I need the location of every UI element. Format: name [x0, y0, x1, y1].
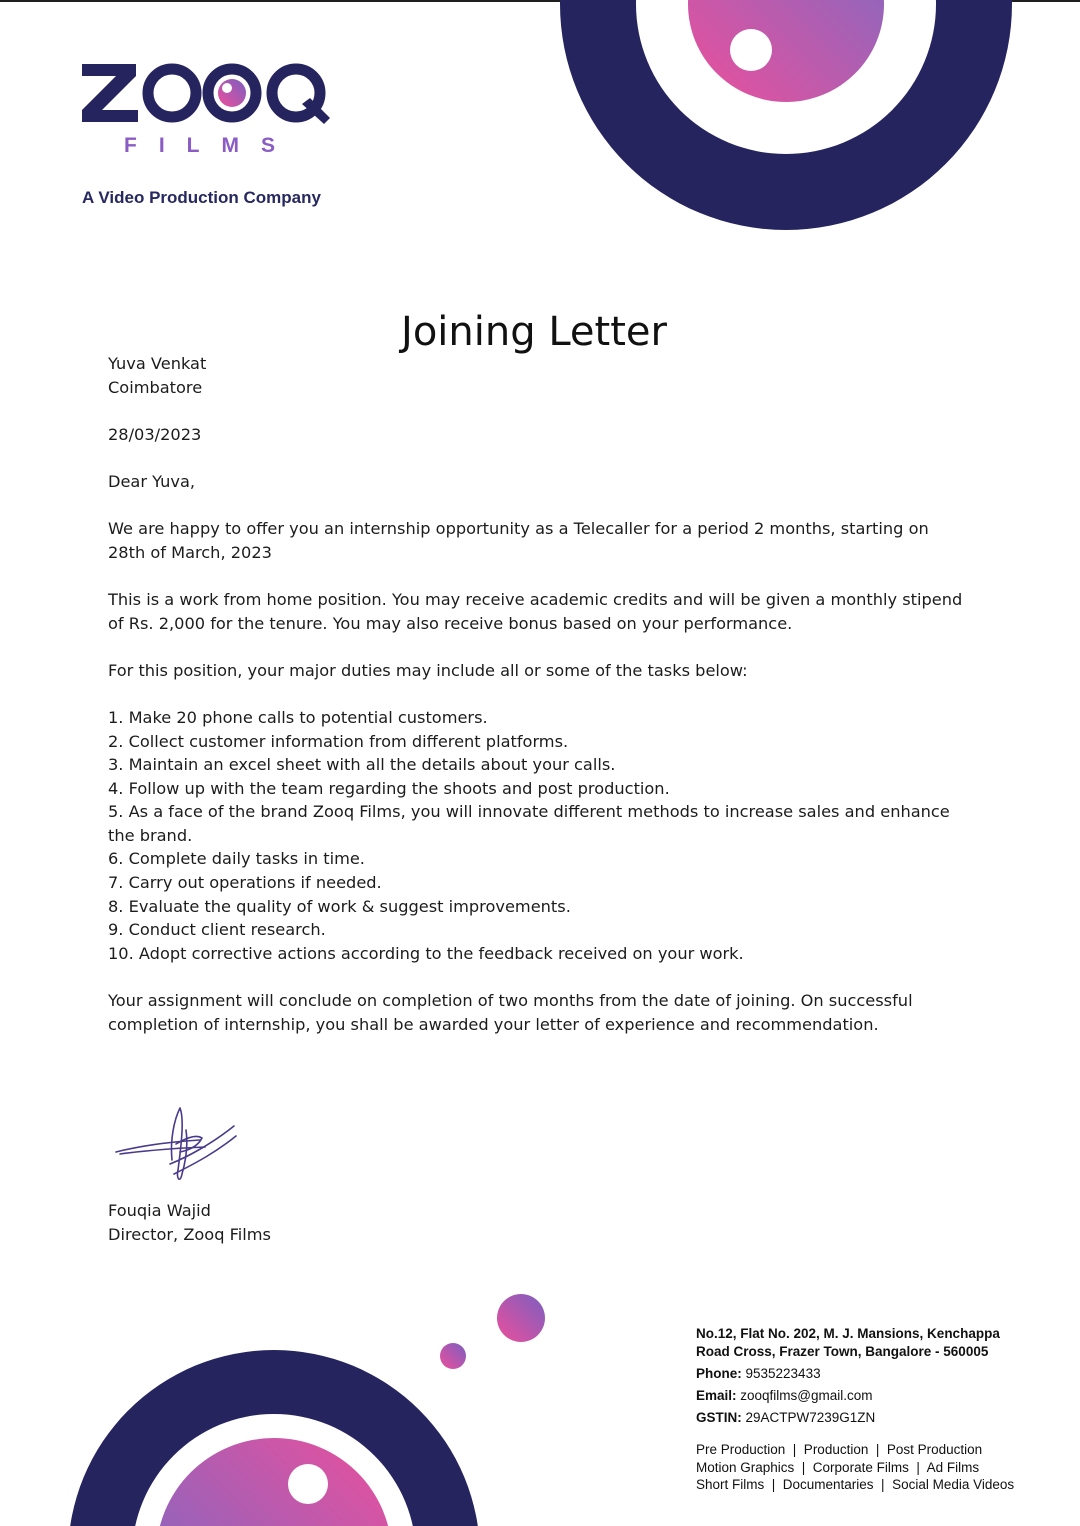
- contact-block: [696, 1325, 1066, 1494]
- phone-label: Phone:: [696, 1366, 742, 1381]
- recipient-name: Yuva Venkat: [108, 354, 207, 373]
- services-line: Motion Graphics | Corporate Films | Ad Films: [696, 1459, 980, 1475]
- duties-intro: For this position, your major duties may include all or some of the tasks below:: [108, 660, 748, 680]
- gstin-row: [696, 1409, 1066, 1427]
- handwritten-signature: [110, 1100, 250, 1190]
- email-label: Email:: [696, 1388, 737, 1403]
- address-line-1: No.12, Flat No. 202, M. J. Mansions, Kenchappa: [696, 1326, 1000, 1341]
- decorative-ring-bottom: [0, 1280, 580, 1526]
- conclusion-paragraph-line-1: Your assignment will conclude on completion of two months from the date of joining. On successful: [108, 991, 913, 1011]
- signatory-title: Director, Zooq Films: [108, 1224, 271, 1244]
- services-line: Pre Production | Production | Post Production: [696, 1442, 983, 1457]
- letter-body: [108, 352, 978, 1036]
- company-tagline: A Video Production Company: [82, 188, 321, 207]
- duty-item: 9. Conduct client research.: [108, 920, 326, 940]
- letter-date: 28/03/2023: [108, 424, 202, 444]
- phone-value: 9535223433: [741, 1366, 821, 1381]
- page-title: Joining Letter: [401, 308, 667, 355]
- duty-item-continued: the brand.: [108, 825, 193, 845]
- services-line: Short Films | Documentaries | Social Media Videos: [696, 1477, 1015, 1493]
- duty-item: 6. Complete daily tasks in time.: [108, 849, 365, 869]
- signatory-block: [108, 1199, 271, 1246]
- duty-item: 8. Evaluate the quality of work & suggest improvements.: [108, 896, 571, 916]
- email-row: [696, 1387, 1066, 1405]
- phone-row: [696, 1365, 1066, 1383]
- offer-paragraph-line-1: We are happy to offer you an internship opportunity as a Telecaller for a period 2 months, starting on: [108, 519, 929, 539]
- zooq-logo: [80, 58, 340, 130]
- signatory-name: Fouqia Wajid: [108, 1201, 211, 1220]
- logo-films-text: FILMS: [124, 134, 297, 157]
- recipient-city: Coimbatore: [108, 377, 203, 397]
- salutation: Dear Yuva,: [108, 471, 196, 491]
- conclusion-paragraph-line-2: completion of internship, you shall be awarded your letter of experience and recommendation.: [108, 1014, 879, 1034]
- gstin-value: 29ACTPW7239G1ZN: [741, 1410, 876, 1425]
- stipend-paragraph-line-1: This is a work from home position. You may receive academic credits and will be given a monthly stipend: [108, 589, 963, 609]
- duty-item: 10. Adopt corrective actions according to the feedback received on your work.: [108, 943, 744, 963]
- gstin-label: GSTIN:: [696, 1410, 742, 1425]
- duty-item: 2. Collect customer information from different platforms.: [108, 731, 569, 751]
- duties-list: [108, 706, 978, 966]
- duty-item: 7. Carry out operations if needed.: [108, 873, 382, 893]
- decorative-ring-top: [560, 0, 1020, 240]
- duty-item: 1. Make 20 phone calls to potential customers.: [108, 707, 488, 727]
- offer-paragraph-line-2: 28th of March, 2023: [108, 542, 272, 562]
- duty-item: 4. Follow up with the team regarding the shoots and post production.: [108, 778, 670, 798]
- duty-item: 3. Maintain an excel sheet with all the details about your calls.: [108, 755, 616, 775]
- email-value: zooqfilms@gmail.com: [736, 1388, 873, 1403]
- duty-item: 5. As a face of the brand Zooq Films, you will innovate different methods to increase sales and enhance: [108, 802, 950, 822]
- services-list: [696, 1441, 1066, 1494]
- stipend-paragraph-line-2: of Rs. 2,000 for the tenure. You may also receive bonus based on your performance.: [108, 613, 793, 633]
- address-line-2: Road Cross, Frazer Town, Bangalore - 560005: [696, 1344, 989, 1359]
